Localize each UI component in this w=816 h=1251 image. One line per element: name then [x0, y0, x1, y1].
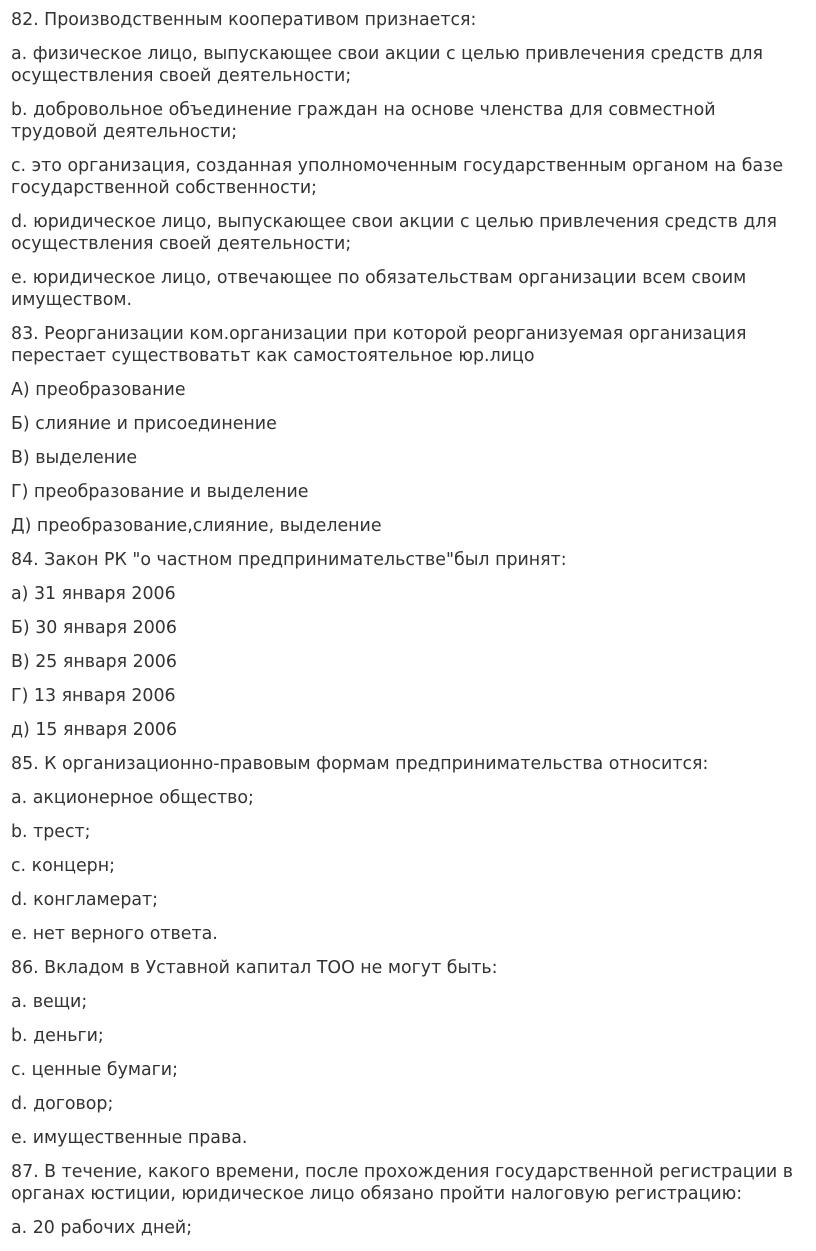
option-82-e: e. юридическое лицо, отвечающее по обязательствам организации всем своим имуществом.	[11, 268, 747, 310]
option-85-a: a. акционерное общество;	[11, 788, 254, 808]
option-82-c: c. это организация, созданная уполномоченным государственным органом на базе государственной собственности;	[11, 156, 784, 198]
option-83-c: В) выделение	[11, 448, 138, 468]
option-86-e: e. имущественные права.	[11, 1128, 248, 1148]
option-85-b: b. трест;	[11, 822, 91, 842]
question-82-text: 82. Производственным кооперативом признается:	[11, 10, 477, 30]
option-85-c: c. концерн;	[11, 856, 115, 876]
option-84-c: В) 25 января 2006	[11, 652, 177, 672]
option-86-c: c. ценные бумаги;	[11, 1060, 178, 1080]
option-85-d: d. конгламерат;	[11, 890, 159, 910]
option-84-d: Г) 13 января 2006	[11, 686, 176, 706]
question-87-text: 87. В течение, какого времени, после прохождения государственной регистрации в органах юстиции, юридическое лицо обязано пройти налоговую регистрацию:	[11, 1162, 793, 1204]
option-82-b: b. добровольное объединение граждан на основе членства для совместной трудовой деятельности;	[11, 100, 716, 142]
question-85-text: 85. К организационно-правовым формам предпринимательства относится:	[11, 754, 709, 774]
option-87-a: a. 20 рабочих дней;	[11, 1218, 193, 1238]
option-86-d: d. договор;	[11, 1094, 114, 1114]
option-83-e: Д) преобразование,слияние, выделение	[11, 516, 382, 536]
option-82-a: a. физическое лицо, выпускающее свои акции с целью привлечения средств для осуществления своей деятельности;	[11, 44, 763, 86]
option-83-b: Б) слияние и присоединение	[11, 414, 277, 434]
question-83-text: 83. Реорганизации ком.организации при которой реорганизуемая организация перестает существоватьт как самостоятельное юр.лицо	[11, 324, 747, 366]
option-84-b: Б) 30 января 2006	[11, 618, 177, 638]
option-84-e: д) 15 января 2006	[11, 720, 178, 740]
option-84-a: а) 31 января 2006	[11, 584, 176, 604]
option-86-b: b. деньги;	[11, 1026, 104, 1046]
option-82-d: d. юридическое лицо, выпускающее свои акции с целью привлечения средств для осуществления своей деятельности;	[11, 212, 777, 254]
option-83-a: А) преобразование	[11, 380, 186, 400]
document-body	[11, 9, 807, 1251]
option-86-a: a. вещи;	[11, 992, 88, 1012]
question-86-text: 86. Вкладом в Уставной капитал ТОО не могут быть:	[11, 958, 498, 978]
option-83-d: Г) преобразование и выделение	[11, 482, 309, 502]
option-85-e: e. нет верного ответа.	[11, 924, 218, 944]
question-84-text: 84. Закон РК "о частном предпринимательстве"был принят:	[11, 550, 567, 570]
